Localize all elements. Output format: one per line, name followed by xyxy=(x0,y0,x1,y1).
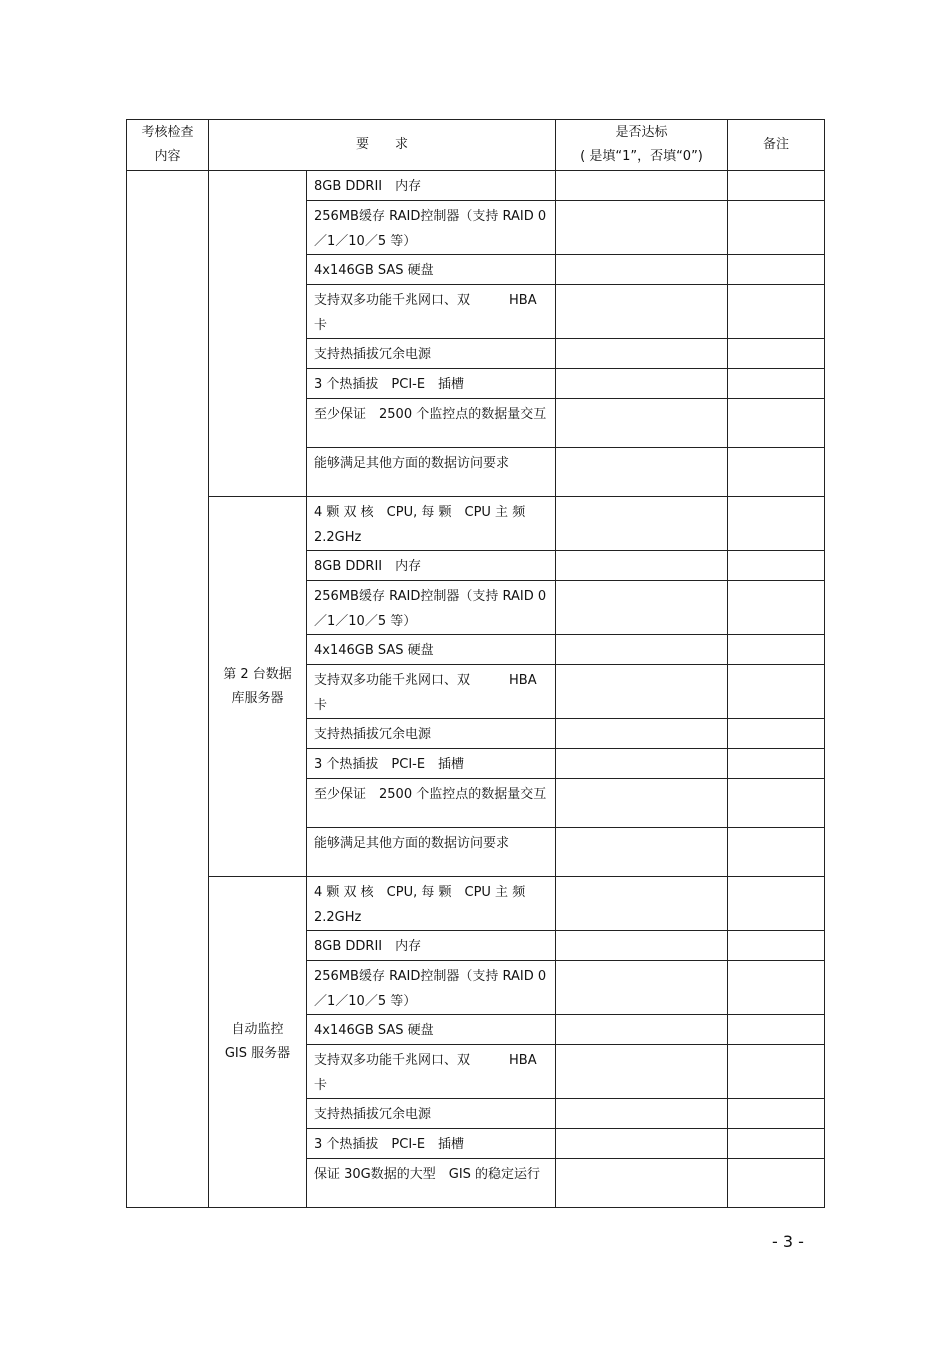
remarks-cell[interactable] xyxy=(728,931,825,961)
remarks-cell[interactable] xyxy=(728,255,825,285)
requirement-cell: 支持双多功能千兆网口、双 HBA 卡 xyxy=(307,285,556,339)
remarks-cell[interactable] xyxy=(728,581,825,635)
requirement-cell: 至少保证 2500 个监控点的数据量交互 xyxy=(307,779,556,828)
remarks-cell[interactable] xyxy=(728,665,825,719)
requirement-cell: 3 个热插拔 PCI-E 插槽 xyxy=(307,749,556,779)
page-number: - 3 - xyxy=(772,1232,804,1251)
remarks-cell[interactable] xyxy=(728,285,825,339)
remarks-cell[interactable] xyxy=(728,1099,825,1129)
requirement-cell: 4 颗 双 核 CPU, 每 颗 CPU 主 频 2.2GHz xyxy=(307,877,556,931)
remarks-cell[interactable] xyxy=(728,877,825,931)
requirement-cell: 保证 30G数据的大型 GIS 的稳定运行 xyxy=(307,1159,556,1208)
table-row xyxy=(127,171,825,201)
header-requirements: 要 求 xyxy=(209,120,556,171)
table-row xyxy=(127,497,825,551)
remarks-cell[interactable] xyxy=(728,1129,825,1159)
remarks-cell[interactable] xyxy=(728,339,825,369)
remarks-cell[interactable] xyxy=(728,448,825,497)
requirement-cell: 3 个热插拔 PCI-E 插槽 xyxy=(307,1129,556,1159)
compliance-input-cell[interactable] xyxy=(556,665,728,719)
compliance-input-cell[interactable] xyxy=(556,201,728,255)
header-remarks: 备注 xyxy=(728,120,825,171)
server-group-label xyxy=(209,171,307,497)
requirement-cell: 256MB缓存 RAID控制器（支持 RAID 0／1／10／5 等） xyxy=(307,961,556,1015)
compliance-input-cell[interactable] xyxy=(556,497,728,551)
compliance-input-cell[interactable] xyxy=(556,1129,728,1159)
compliance-input-cell[interactable] xyxy=(556,339,728,369)
requirement-cell: 8GB DDRII 内存 xyxy=(307,171,556,201)
remarks-cell[interactable] xyxy=(728,369,825,399)
header-inspection-content: 考核检查 内容 xyxy=(127,120,209,171)
requirement-cell: 4x146GB SAS 硬盘 xyxy=(307,635,556,665)
remarks-cell[interactable] xyxy=(728,828,825,877)
requirement-cell: 能够满足其他方面的数据访问要求 xyxy=(307,828,556,877)
compliance-input-cell[interactable] xyxy=(556,1015,728,1045)
requirement-cell: 支持热插拔冗余电源 xyxy=(307,719,556,749)
requirement-cell: 支持热插拔冗余电源 xyxy=(307,1099,556,1129)
requirement-cell: 4x146GB SAS 硬盘 xyxy=(307,255,556,285)
requirement-cell: 8GB DDRII 内存 xyxy=(307,551,556,581)
remarks-cell[interactable] xyxy=(728,1159,825,1208)
remarks-cell[interactable] xyxy=(728,779,825,828)
remarks-cell[interactable] xyxy=(728,399,825,448)
remarks-cell[interactable] xyxy=(728,497,825,551)
header-row xyxy=(127,120,825,171)
compliance-input-cell[interactable] xyxy=(556,1045,728,1099)
compliance-input-cell[interactable] xyxy=(556,369,728,399)
compliance-input-cell[interactable] xyxy=(556,171,728,201)
table-row xyxy=(127,877,825,931)
compliance-input-cell[interactable] xyxy=(556,255,728,285)
compliance-input-cell[interactable] xyxy=(556,1099,728,1129)
compliance-input-cell[interactable] xyxy=(556,635,728,665)
requirement-cell: 支持双多功能千兆网口、双 HBA 卡 xyxy=(307,665,556,719)
remarks-cell[interactable] xyxy=(728,719,825,749)
remarks-cell[interactable] xyxy=(728,961,825,1015)
compliance-input-cell[interactable] xyxy=(556,828,728,877)
compliance-input-cell[interactable] xyxy=(556,1159,728,1208)
compliance-input-cell[interactable] xyxy=(556,961,728,1015)
compliance-input-cell[interactable] xyxy=(556,551,728,581)
server-group-label: 自动监控 GIS 服务器 xyxy=(209,877,307,1208)
header-compliance: 是否达标 ( 是填“1”，否填“0”) xyxy=(556,120,728,171)
requirement-cell: 3 个热插拔 PCI-E 插槽 xyxy=(307,369,556,399)
remarks-cell[interactable] xyxy=(728,171,825,201)
requirement-cell: 256MB缓存 RAID控制器（支持 RAID 0／1／10／5 等） xyxy=(307,201,556,255)
compliance-input-cell[interactable] xyxy=(556,581,728,635)
compliance-input-cell[interactable] xyxy=(556,877,728,931)
remarks-cell[interactable] xyxy=(728,551,825,581)
compliance-input-cell[interactable] xyxy=(556,931,728,961)
requirement-cell: 至少保证 2500 个监控点的数据量交互 xyxy=(307,399,556,448)
compliance-input-cell[interactable] xyxy=(556,285,728,339)
compliance-input-cell[interactable] xyxy=(556,779,728,828)
compliance-input-cell[interactable] xyxy=(556,749,728,779)
compliance-input-cell[interactable] xyxy=(556,448,728,497)
requirement-cell: 支持热插拔冗余电源 xyxy=(307,339,556,369)
requirement-cell: 4x146GB SAS 硬盘 xyxy=(307,1015,556,1045)
remarks-cell[interactable] xyxy=(728,749,825,779)
compliance-input-cell[interactable] xyxy=(556,719,728,749)
remarks-cell[interactable] xyxy=(728,201,825,255)
requirement-cell: 4 颗 双 核 CPU, 每 颗 CPU 主 频 2.2GHz xyxy=(307,497,556,551)
server-group-label: 第 2 台数据 库服务器 xyxy=(209,497,307,877)
inspection-table xyxy=(126,119,825,1208)
remarks-cell[interactable] xyxy=(728,1015,825,1045)
inspection-content-cell xyxy=(127,171,209,1208)
requirement-cell: 支持双多功能千兆网口、双 HBA 卡 xyxy=(307,1045,556,1099)
requirement-cell: 256MB缓存 RAID控制器（支持 RAID 0／1／10／5 等） xyxy=(307,581,556,635)
remarks-cell[interactable] xyxy=(728,635,825,665)
requirement-cell: 8GB DDRII 内存 xyxy=(307,931,556,961)
remarks-cell[interactable] xyxy=(728,1045,825,1099)
requirement-cell: 能够满足其他方面的数据访问要求 xyxy=(307,448,556,497)
compliance-input-cell[interactable] xyxy=(556,399,728,448)
